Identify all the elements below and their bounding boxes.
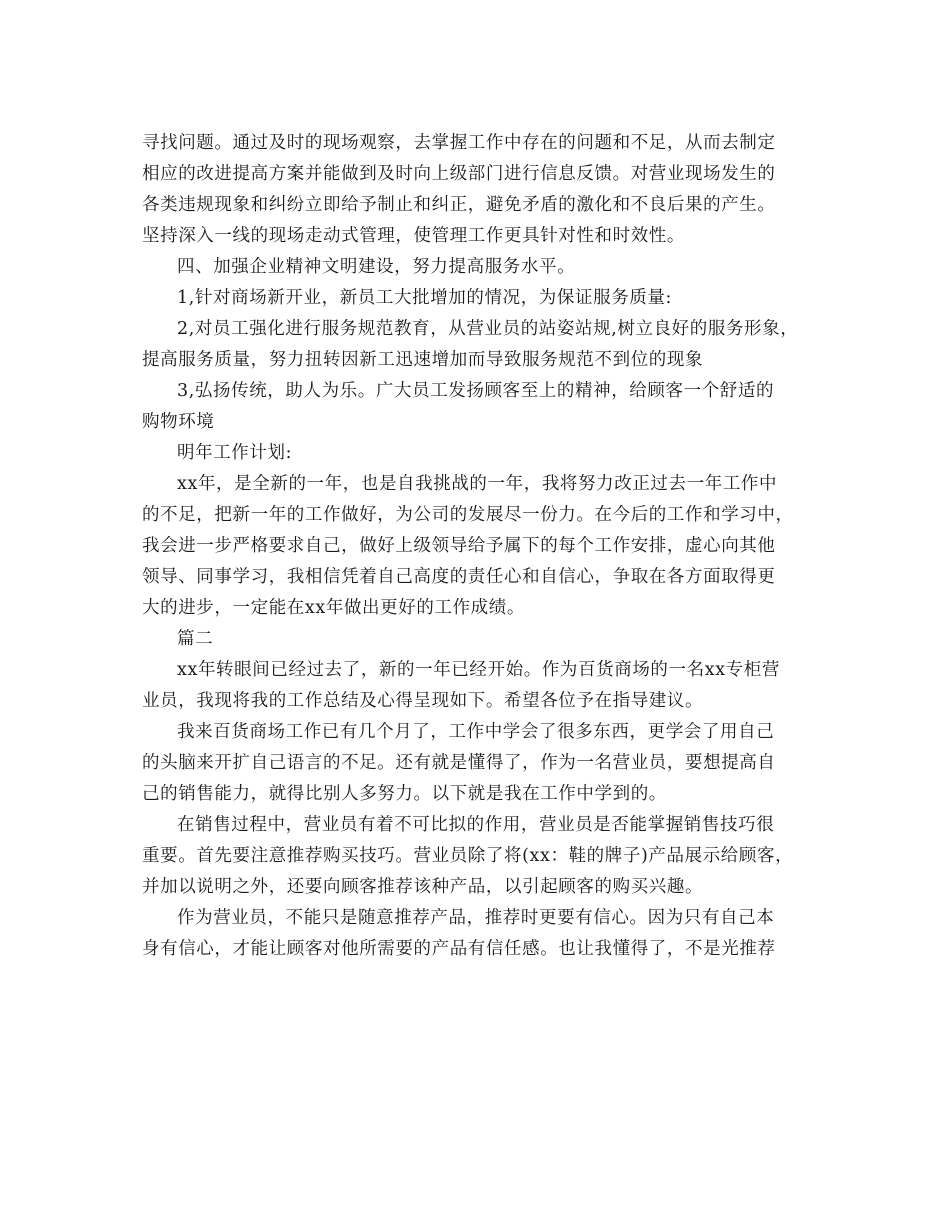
text-line: 购物环境 [142,412,215,432]
text-line: 作为营业员，不能只是随意推荐产品，推荐时更要有信心。因为只有自己本 [177,908,775,928]
text-line: 的头脑来开扩自己语言的不足。还有就是懂得了，作为一名营业员，要想提高自 [142,753,776,773]
text-line: 业员，我现将我的工作总结及心得呈现如下。希望各位予在指导建议。 [142,691,704,711]
text-line: 我来百货商场工作已有几个月了，工作中学会了很多东西，更学会了用自己 [177,722,775,742]
text-line: 重要。首先要注意推荐购买技巧。营业员除了将(xx：鞋的牌子)产品展示给顾客， [142,846,794,866]
text-line: 坚持深入一线的现场走动式管理，使管理工作更具针对性和时效性。 [142,226,685,246]
text-line: 1,针对商场新开业，新员工大批增加的情况，为保证服务质量: [177,288,672,308]
text-line: 提高服务质量，努力扭转因新工迅速增加而导致服务规范不到位的现象 [142,350,704,370]
text-line: 2,对员工强化进行服务规范教育，从营业员的站姿站规,树立良好的服务形象， [177,319,799,339]
text-line: 寻找问题。通过及时的现场观察，去掌握工作中存在的问题和不足，从而去制定 [142,133,776,153]
text-line: 相应的改进提高方案并能做到及时向上级部门进行信息反馈。对营业现场发生的 [142,164,776,184]
text-line: 的不足，把新一年的工作做好，为公司的发展尽一份力。在今后的工作和学习中， [142,505,794,525]
text-line: 在销售过程中，营业员有着不可比拟的作用，营业员是否能掌握销售技巧很 [177,815,775,835]
text-line: 我会进一步严格要求自己，做好上级领导给予属下的每个工作安排，虚心向其他 [142,536,776,556]
text-line: 3,弘扬传统，助人为乐。广大员工发扬顾客至上的精神，给顾客一个舒适的 [177,381,775,401]
text-line: 四、加强企业精神文明建设，努力提高服务水平。 [177,257,576,277]
text-line: 己的销售能力，就得比别人多努力。以下就是我在工作中学到的。 [142,784,667,804]
text-line: 身有信心，才能让顾客对他所需要的产品有信任感。也让我懂得了，不是光推荐 [142,939,776,959]
text-line: 并加以说明之外，还要向顾客推荐该种产品，以引起顾客的购买兴趣。 [142,877,704,897]
text-line: 大的进步，一定能在xx年做出更好的工作成绩。 [142,598,525,618]
text-line: xx年，是全新的一年，也是自我挑战的一年，我将努力改正过去一年工作中 [177,474,778,494]
text-line: xx年转眼间已经过去了，新的一年已经开始。作为百货商场的一名xx专柜营 [177,660,780,680]
text-line: 各类违规现象和纠纷立即给予制止和纠正，避免矛盾的激化和不良后果的产生。 [142,195,776,215]
document-body [142,128,812,965]
text-line: 领导、同事学习，我相信凭着自己高度的责任心和自信心，争取在各方面取得更 [142,567,776,587]
text-line: 明年工作计划: [177,443,293,463]
text-line: 篇二 [177,629,214,649]
